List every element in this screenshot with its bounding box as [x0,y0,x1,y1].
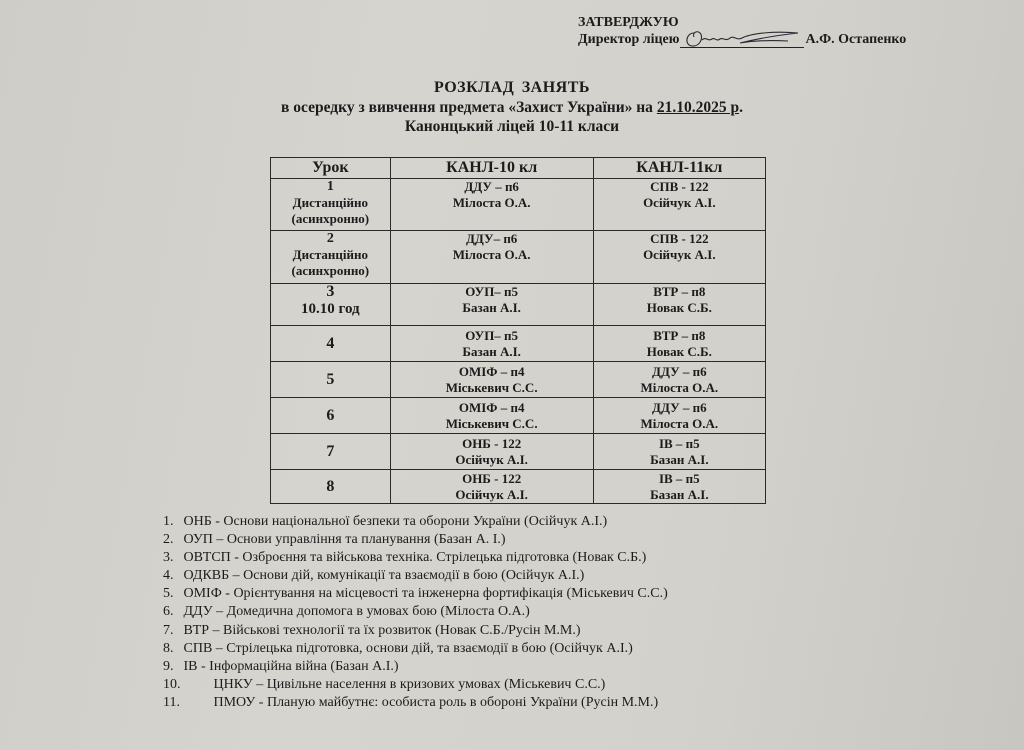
legend-text: ДДУ – Домедична допомога в умовах бою (Мілоста О.А.) [183,604,530,620]
legend-text: ЦНКУ – Цивільне населення в кризових умовах (Міськевич С.С.) [213,676,606,692]
table-row [271,284,766,326]
title-line-1: РОЗКЛАД ЗАНЯТЬ [434,79,590,96]
subject: ВТР – п8 [653,284,706,299]
schedule-date: 21.10.2025 р [656,99,740,116]
legend-item [163,549,668,567]
class-11-cell [593,179,765,231]
subject: ДДУ – п6 [464,179,519,194]
table-header-row [271,158,766,179]
lesson-note: (асинхронно) [291,211,370,226]
legend-item [163,658,668,676]
class-10-cell [390,179,593,231]
lesson-cell [271,179,391,231]
subject: ДДУ – п6 [652,399,707,415]
legend-text: ОМІФ - Орієнтування на місцевості та інженерна фортифікація (Міськевич С.С.) [183,586,668,602]
lesson-number: 5 [271,362,391,398]
subject: ОНБ - 122 [462,435,522,451]
header-class-10: КАНЛ-10 кл [390,158,593,179]
subject: ВТР – п8 [653,327,706,343]
lesson-number: 2 [326,231,334,246]
title-line-2-text: в осередку з вивчення предмета «Захист України» на [281,99,657,116]
subject: СПВ - 122 [650,179,709,194]
legend-text: ВТР – Військові технології та їх розвиток (Новак С.Б./Русін М.М.) [183,622,581,638]
lesson-number: 8 [271,470,391,504]
class-10-cell [390,398,593,434]
table-row [271,434,766,470]
legend-item [163,676,668,694]
schedule-table [270,157,766,504]
title-line-2 [0,98,1024,117]
legend-number: 10. [163,676,181,692]
lesson-number: 4 [271,326,391,362]
teacher: Базан А.І. [650,451,709,467]
lesson-number: 6 [271,398,391,434]
teacher: Мілоста О.А. [640,415,719,431]
table-row [271,398,766,434]
legend-text: СПВ – Стрілецька підготовка, основи дій, та взаємодії в бою (Осійчук А.І.) [183,640,633,656]
subject: ДДУ – п6 [652,363,707,379]
legend-number: 2. [163,532,174,548]
legend-number: 9. [163,658,174,674]
lesson-cell [271,284,391,326]
legend-number: 4. [163,568,174,584]
lesson-number: 1 [326,179,334,194]
lesson-note: Дистанційно [292,195,368,210]
header-class-11: КАНЛ-11кл [593,158,765,179]
lesson-note: (асинхронно) [291,263,370,278]
teacher: Міськевич С.С. [445,415,538,431]
class-10-cell [390,434,593,470]
teacher: Мілоста О.А. [452,195,531,210]
teacher: Осійчук А.І. [643,247,716,262]
subject: ОУП– п5 [465,284,519,299]
signature [680,31,804,48]
class-11-cell [593,231,765,284]
table-row [271,326,766,362]
table-row [271,362,766,398]
class-10-cell [390,231,593,284]
abbreviation-legend [163,513,668,712]
legend-item [163,640,668,658]
legend-number: 3. [163,550,174,566]
legend-item [163,585,668,603]
legend-text: ОУП – Основи управління та планування (Базан А. І.) [183,532,506,548]
title-line-3: Канонцький ліцей 10-11 класи [404,118,620,135]
subject: СПВ - 122 [650,231,709,246]
lesson-number: 3 [326,283,335,300]
legend-number: 1. [163,514,174,529]
teacher: Мілоста О.А. [452,247,531,262]
teacher: Осійчук А.І. [455,486,528,502]
subject: ДДУ– п6 [465,231,518,246]
teacher: Міськевич С.С. [445,379,538,395]
teacher: Базан А.І. [462,343,521,359]
teacher: Осійчук А.І. [643,195,716,210]
teacher: Базан А.І. [650,486,709,502]
teacher: Новак С.Б. [646,343,712,359]
approval-position: Директор ліцею [578,32,680,47]
legend-item [163,622,668,640]
legend-number: 6. [163,604,174,620]
subject: ОМІФ – п4 [458,399,525,415]
legend-number: 11. [163,694,180,710]
legend-item [163,603,668,621]
legend-text: ОВТСП - Озброєння та військова техніка. Стрілецька підготовка (Новак С.Б.) [183,550,647,566]
teacher: Новак С.Б. [646,300,712,315]
legend-text: ОНБ - Основи національної безпеки та оборони України (Осійчук А.І.) [183,514,608,529]
teacher: Мілоста О.А. [640,379,719,395]
table-row [271,179,766,231]
class-10-cell [390,362,593,398]
class-11-cell [593,434,765,470]
class-11-cell [593,470,765,504]
table-row [271,231,766,284]
lesson-cell [271,231,391,284]
class-11-cell [593,362,765,398]
approval-name: А.Ф. Остапенко [805,32,907,47]
class-11-cell [593,398,765,434]
approval-block [578,14,906,48]
title-line-2-end: . [739,99,743,116]
legend-item [163,513,668,531]
teacher: Базан А.І. [462,300,521,315]
lesson-time: 10.10 год [301,301,360,317]
subject: ОМІФ – п4 [458,363,525,379]
document-title [0,78,1024,136]
subject: ІВ – п5 [658,435,700,451]
legend-item [163,567,668,585]
approval-heading: ЗАТВЕРДЖУЮ [578,15,679,30]
subject: ІВ – п5 [658,470,700,486]
subject: ОНБ - 122 [462,470,522,486]
lesson-number: 7 [271,434,391,470]
legend-item [163,694,668,712]
legend-number: 5. [163,586,174,602]
header-lesson: Урок [271,158,391,179]
class-11-cell [593,326,765,362]
class-10-cell [390,284,593,326]
class-10-cell [390,326,593,362]
class-10-cell [390,470,593,504]
legend-text: ПМОУ - Планую майбутнє: особиста роль в обороні України (Русін М.М.) [213,694,659,710]
class-11-cell [593,284,765,326]
legend-number: 7. [163,622,174,638]
legend-number: 8. [163,640,174,656]
table-row [271,470,766,504]
legend-text: ОДКВБ – Основи дій, комунікації та взаємодії в бою (Осійчук А.І.) [183,568,585,584]
legend-text: ІВ - Інформаційна війна (Базан А.І.) [183,658,399,674]
lesson-note: Дистанційно [292,247,368,262]
legend-item [163,531,668,549]
signature-icon [680,25,804,49]
subject: ОУП– п5 [465,327,519,343]
teacher: Осійчук А.І. [455,451,528,467]
